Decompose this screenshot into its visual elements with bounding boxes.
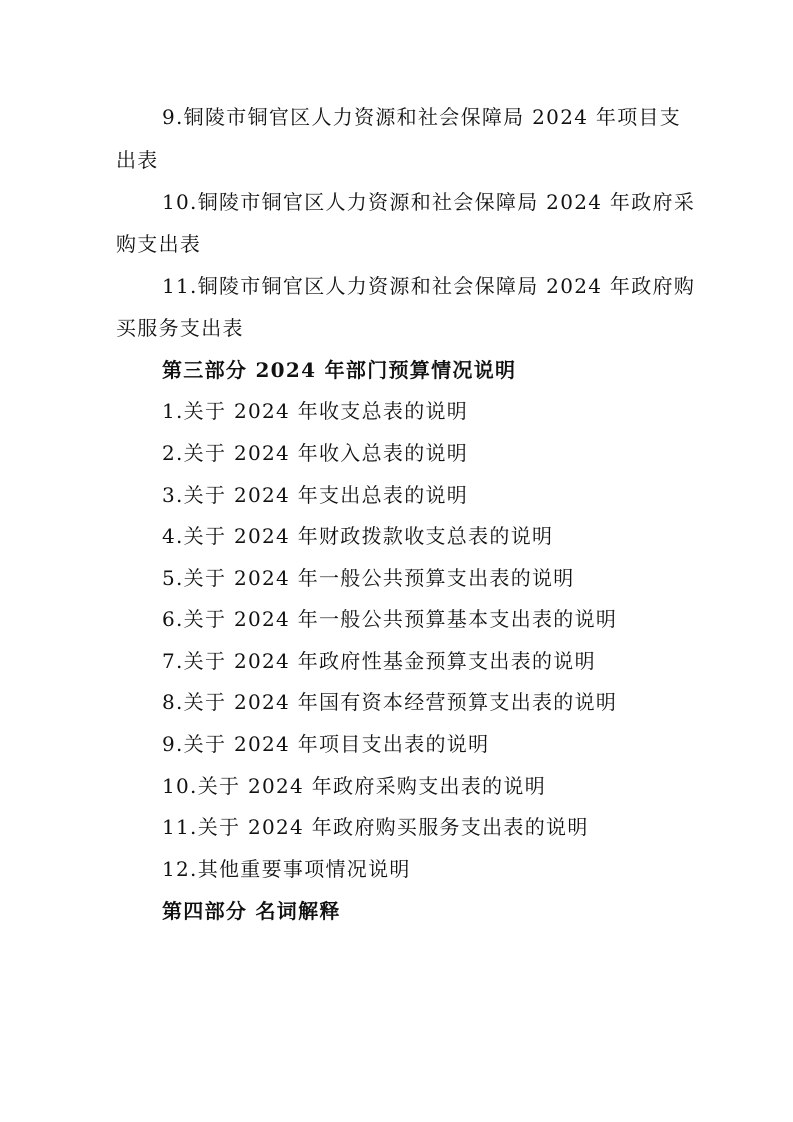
section-heading-part-4: 第四部分 名词解释 [162, 899, 341, 923]
toc-subitem-1: 1.关于 2024 年收支总表的说明 [162, 399, 469, 423]
toc-subitem-8: 8.关于 2024 年国有资本经营预算支出表的说明 [162, 690, 618, 714]
toc-item-10-line-2: 购支出表 [116, 232, 202, 256]
toc-subitem-2: 2.关于 2024 年收入总表的说明 [162, 441, 469, 465]
toc-item-11-line-2: 买服务支出表 [116, 316, 244, 340]
toc-subitem-12: 12.其他重要事项情况说明 [162, 857, 411, 881]
toc-subitem-4: 4.关于 2024 年财政拨款收支总表的说明 [162, 524, 554, 548]
toc-subitem-9: 9.关于 2024 年项目支出表的说明 [162, 732, 490, 756]
toc-subitem-6: 6.关于 2024 年一般公共预算基本支出表的说明 [162, 607, 618, 631]
toc-item-9-line-1: 9.铜陵市铜官区人力资源和社会保障局 2024 年项目支 [162, 105, 682, 129]
section-heading-part-3: 第三部分 2024 年部门预算情况说明 [162, 358, 517, 382]
toc-item-9-line-2: 出表 [116, 148, 159, 172]
toc-subitem-3: 3.关于 2024 年支出总表的说明 [162, 483, 469, 507]
toc-subitem-10: 10.关于 2024 年政府采购支出表的说明 [162, 774, 547, 798]
toc-subitem-5: 5.关于 2024 年一般公共预算支出表的说明 [162, 566, 575, 590]
toc-subitem-11: 11.关于 2024 年政府购买服务支出表的说明 [162, 815, 589, 839]
toc-item-10-line-1: 10.铜陵市铜官区人力资源和社会保障局 2024 年政府采 [162, 190, 696, 214]
toc-subitem-7: 7.关于 2024 年政府性基金预算支出表的说明 [162, 649, 596, 673]
toc-item-11-line-1: 11.铜陵市铜官区人力资源和社会保障局 2024 年政府购 [162, 274, 696, 298]
